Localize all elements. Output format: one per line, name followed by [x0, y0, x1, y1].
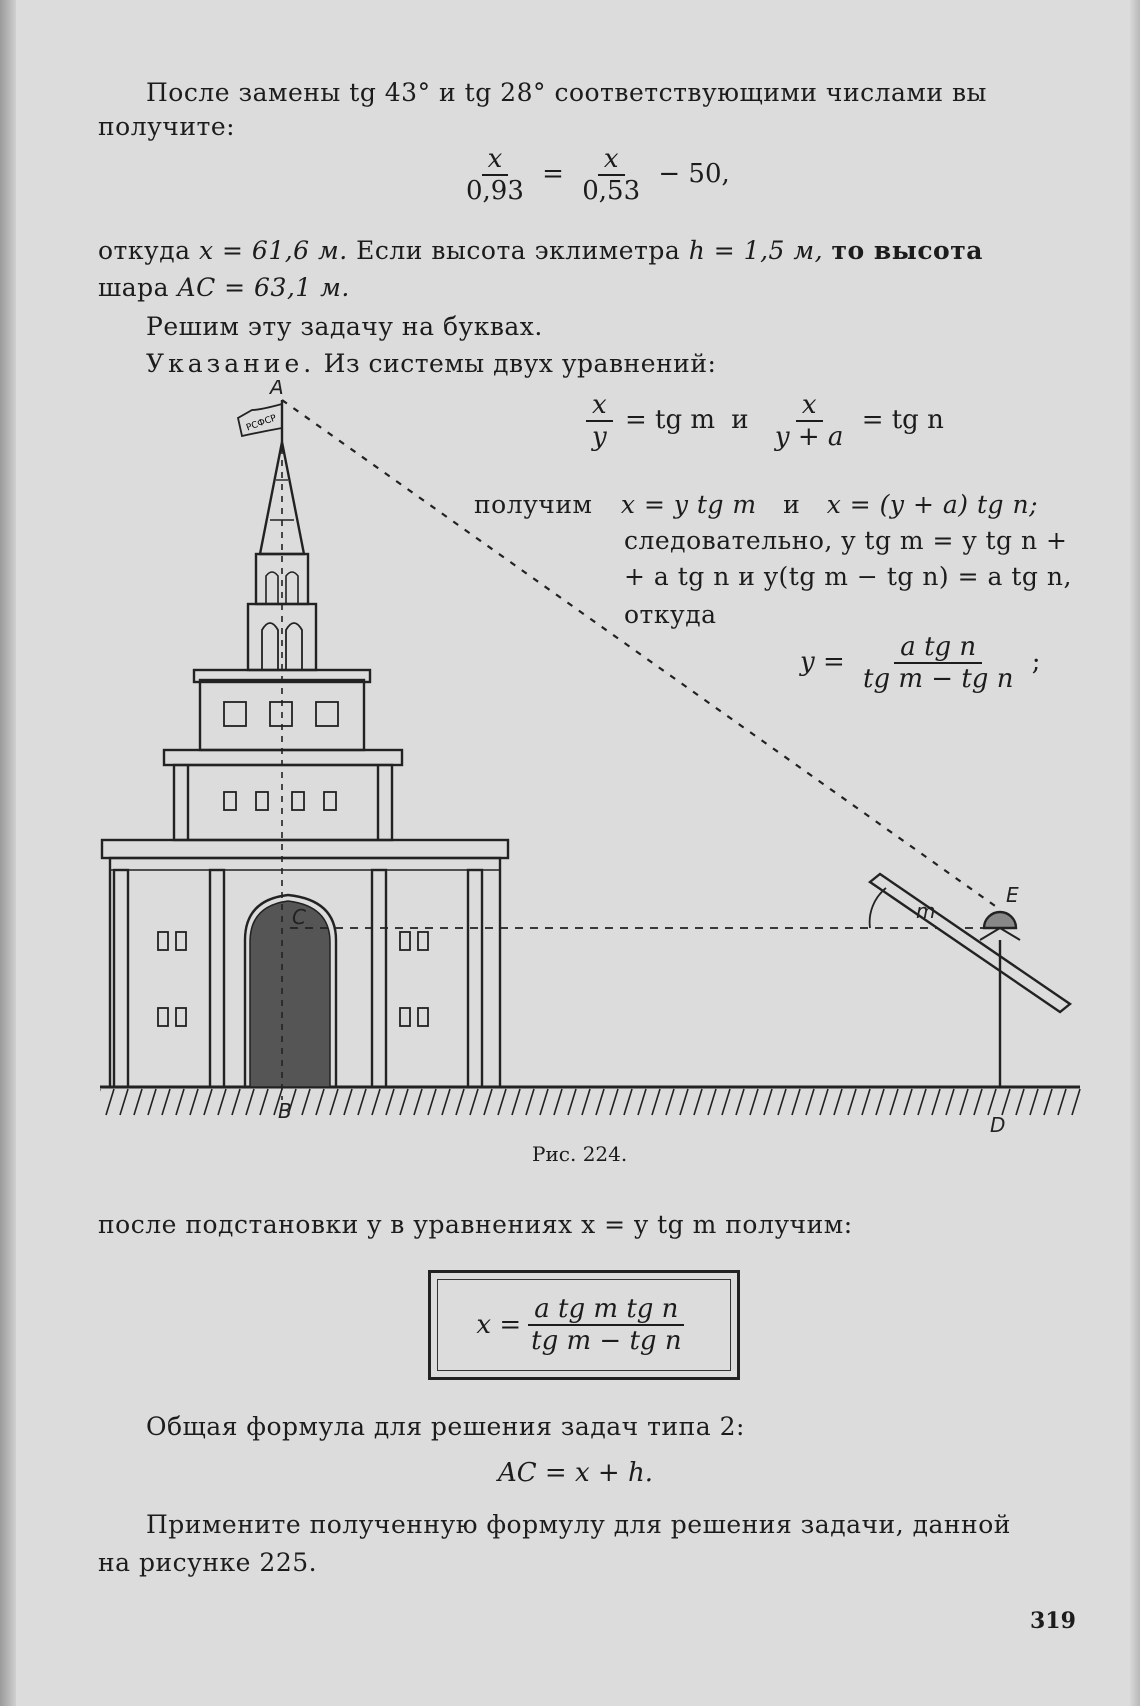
numerator: a tg n [894, 632, 982, 664]
numerator: a tg m tg n [528, 1294, 684, 1326]
after-figure-line: после подстановки y в уравнениях x = y tg m получим: [98, 1210, 853, 1239]
text-span: шара [98, 273, 170, 302]
tier-3-windows [224, 702, 338, 726]
paragraph-2-line-2 [98, 271, 350, 305]
tower-tier-4 [248, 604, 316, 670]
tier-2-cornice [164, 750, 402, 765]
conjunction: и [783, 490, 801, 519]
column [114, 870, 128, 1087]
column [210, 870, 224, 1087]
building-cornice [102, 840, 508, 858]
apply-line-1: Примените полученную формулу для решения задачи, данной [146, 1510, 1011, 1539]
tg28-term: tg 28° [464, 78, 546, 107]
sight-line-ae [282, 400, 998, 908]
tg43-term: tg 43° [349, 78, 431, 107]
text-span: Если высота эклиметра [356, 236, 681, 265]
fraction [460, 144, 530, 206]
label-c: C [292, 905, 306, 929]
h-value: h = 1,5 [688, 236, 785, 265]
apply-line-2: на рисунке 225. [98, 1548, 318, 1577]
general-formula [498, 1458, 653, 1488]
equation-1 [456, 144, 730, 206]
text-span: получим [474, 490, 593, 519]
formula-tail: ; [1031, 647, 1041, 677]
column [468, 870, 482, 1087]
paragraph-4 [146, 347, 716, 381]
label-d: D [990, 1113, 1006, 1137]
paragraph-1-line-2: получите: [98, 112, 236, 141]
denominator: 0,53 [582, 176, 641, 206]
denominator: tg m − tg n [531, 1326, 682, 1356]
result-line-3: + a tg n и y(tg m − tg n) = a tg n, [624, 562, 1072, 591]
boxed-formula [428, 1270, 740, 1380]
formula-lhs: x = [476, 1310, 522, 1340]
paragraph-2-line-1 [98, 234, 983, 268]
figure-caption: Рис. 224. [532, 1142, 628, 1166]
unit: м. [320, 273, 350, 302]
denominator: y + a [774, 422, 844, 452]
fraction [576, 144, 646, 206]
equation: x = (y + a) tg n; [826, 490, 1038, 519]
text-span: После замены [146, 78, 341, 107]
fraction [525, 1294, 687, 1356]
page-number: 319 [1030, 1608, 1076, 1634]
equation: x = y tg m [620, 490, 757, 519]
numerator: x [482, 144, 509, 176]
conjunction: и [731, 405, 749, 435]
text-span: соответствующими числами вы [554, 78, 987, 107]
hint-word: Указание. [146, 349, 316, 378]
denominator: tg m − tg n [863, 664, 1014, 694]
formula: AC = x + h. [498, 1458, 653, 1488]
numerator: x [796, 390, 823, 422]
flag-text: РСФСР [245, 413, 278, 434]
tier-2-windows [224, 792, 336, 810]
paragraph-1-line-1 [146, 76, 987, 110]
angle-m-arc [870, 888, 886, 928]
label-b: B [278, 1099, 292, 1123]
denominator: y [592, 422, 607, 452]
result-line-4: откуда [624, 600, 717, 629]
paragraph-3: Решим эту задачу на буквах. [146, 312, 543, 341]
equation-rhs: = tg m [624, 405, 716, 435]
label-a: A [270, 380, 284, 399]
x-value: x = 61,6 [198, 236, 310, 265]
label-m: m [916, 899, 936, 923]
text-span: то высота [831, 236, 983, 265]
result-line-2: следовательно, y tg m = y tg n + [624, 526, 1068, 555]
general-formula-intro: Общая формула для решения задач типа 2: [146, 1412, 745, 1441]
tower-tier-2 [174, 765, 392, 840]
label-e: E [1006, 883, 1019, 907]
figure-224 [100, 380, 1090, 1150]
equals-sign: = [542, 159, 564, 189]
text-span: Из системы двух уравнений: [323, 349, 717, 378]
text-span: и [439, 78, 457, 107]
boxed-formula-inner [437, 1279, 731, 1371]
unit: м. [318, 236, 348, 265]
formula-lhs: y = [800, 647, 845, 677]
ground-hatching [100, 1089, 1080, 1115]
denominator: 0,93 [466, 176, 524, 206]
column [372, 870, 386, 1087]
equation-rhs: = tg n [861, 405, 944, 435]
equation-tail: − 50, [658, 159, 730, 189]
ac-value: AC = 63,1 [177, 273, 312, 302]
eclimeter [870, 874, 1070, 1087]
text-span: откуда [98, 236, 191, 265]
numerator: x [598, 144, 625, 176]
numerator: x [586, 390, 613, 422]
arch-interior [250, 901, 330, 1087]
unit: м, [793, 236, 824, 265]
